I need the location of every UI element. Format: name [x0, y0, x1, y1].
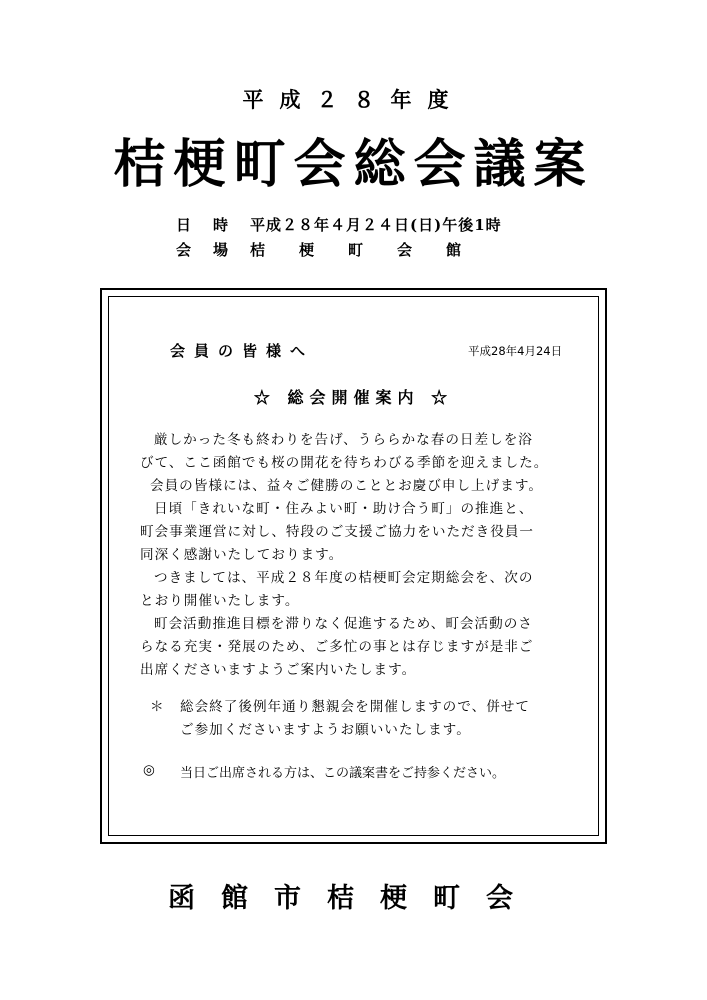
organization-name: 函館市桔梗町会 [168, 883, 539, 914]
meeting-datetime [176, 214, 576, 234]
datetime-label: 日時 [176, 216, 251, 234]
note-asterisk-icon: ＊ [150, 699, 164, 715]
letter-greeting: 会員の皆様へ [170, 342, 315, 360]
body-paragraph-line: 同深く感謝いたしております。 [140, 547, 344, 563]
meeting-venue [176, 239, 576, 259]
double-circle-icon: ◎ [143, 762, 155, 778]
body-paragraph-line: 会員の皆様には、益々ご健勝のこととお慶び申し上げます。 [150, 478, 543, 494]
notice-heading: ☆ 総会開催案内 ☆ [253, 388, 454, 407]
venue-label: 会場 [176, 241, 251, 259]
body-paragraph-line: 厳しかった冬も終わりを告げ、うららかな春の日差しを浴 [154, 432, 533, 448]
body-paragraph-line: 日頃「きれいな町・住みよい町・助け合う町」の推進と、 [154, 501, 534, 517]
note-line: ご参加くださいますようお願いいたします。 [180, 722, 471, 738]
body-paragraph-line: らなる充実・発展のため、ご多忙の事とは存じますが是非ご [140, 639, 534, 655]
body-paragraph-line: とおり開催いたします。 [140, 593, 300, 609]
body-paragraph-line: つきましては、平成２８年度の桔梗町会定期総会を、次の [154, 570, 534, 586]
reminder-line: 当日ご出席される方は、この議案書をご持参ください。 [180, 766, 506, 781]
document-title: 桔梗町会総会議案 [113, 134, 594, 195]
note-line: 総会終了後例年通り懇親会を開催しますので、併せて [180, 699, 530, 715]
venue-value: 桔梗町会館 [250, 241, 496, 259]
body-paragraph-line: 町会活動推進目標を滞りなく促進するため、町会活動のさ [154, 616, 533, 632]
body-paragraph-line: 出席くださいますようご案内いたします。 [140, 662, 417, 678]
body-paragraph-line: びて、ここ函館でも桜の開花を待ちわびる季節を迎えました。 [140, 455, 549, 471]
letter-date: 平成28年4月24日 [468, 344, 563, 358]
fiscal-year: 平成２８年度 [242, 87, 465, 112]
datetime-value: 平成２８年４月２４日(日)午後1時 [250, 216, 502, 234]
body-paragraph-line: 町会事業運営に対し、特段のご支援ご協力をいただき役員一 [140, 524, 535, 540]
